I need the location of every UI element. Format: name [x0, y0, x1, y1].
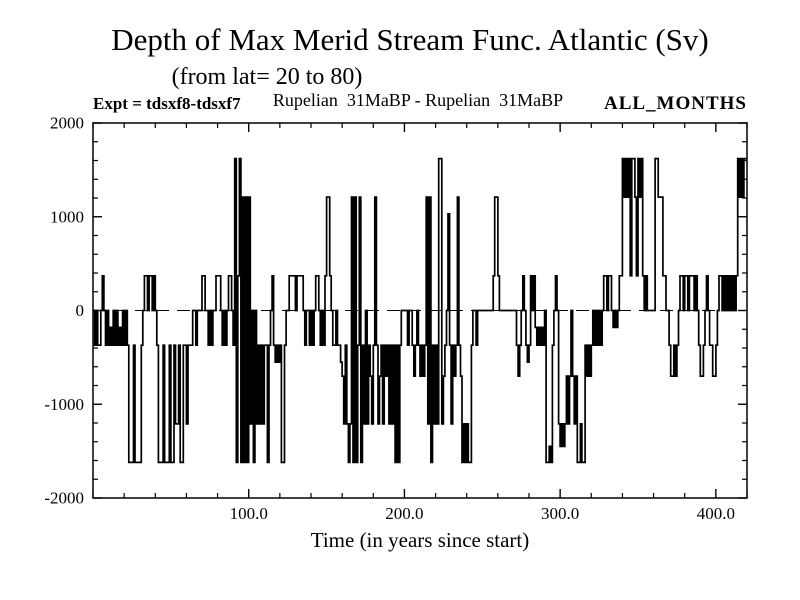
period-label: Rupelian 31MaBP - Rupelian 31MaBP: [272, 90, 564, 110]
y-tick-label: 2000: [50, 113, 84, 133]
chart-subtitle: (from lat= 20 to 80): [171, 64, 363, 90]
y-tick-label: 0: [75, 301, 84, 320]
x-tick-label: 300.0: [541, 504, 580, 523]
chart-title: Depth of Max Merid Stream Func. Atlantic (Sv): [111, 22, 709, 57]
x-axis-label: Time (in years since start): [310, 528, 530, 552]
y-tick-label: -2000: [44, 488, 84, 508]
y-tick-label: 1000: [50, 207, 84, 227]
experiment-label: Expt = tdsxf8-tdsxf7: [93, 94, 241, 113]
months-label: ALL_MONTHS: [603, 93, 747, 114]
y-tick-label: -1000: [44, 394, 84, 414]
x-tick-label: 100.0: [229, 504, 268, 523]
x-tick-label: 400.0: [696, 504, 735, 523]
x-tick-label: 200.0: [385, 504, 424, 523]
